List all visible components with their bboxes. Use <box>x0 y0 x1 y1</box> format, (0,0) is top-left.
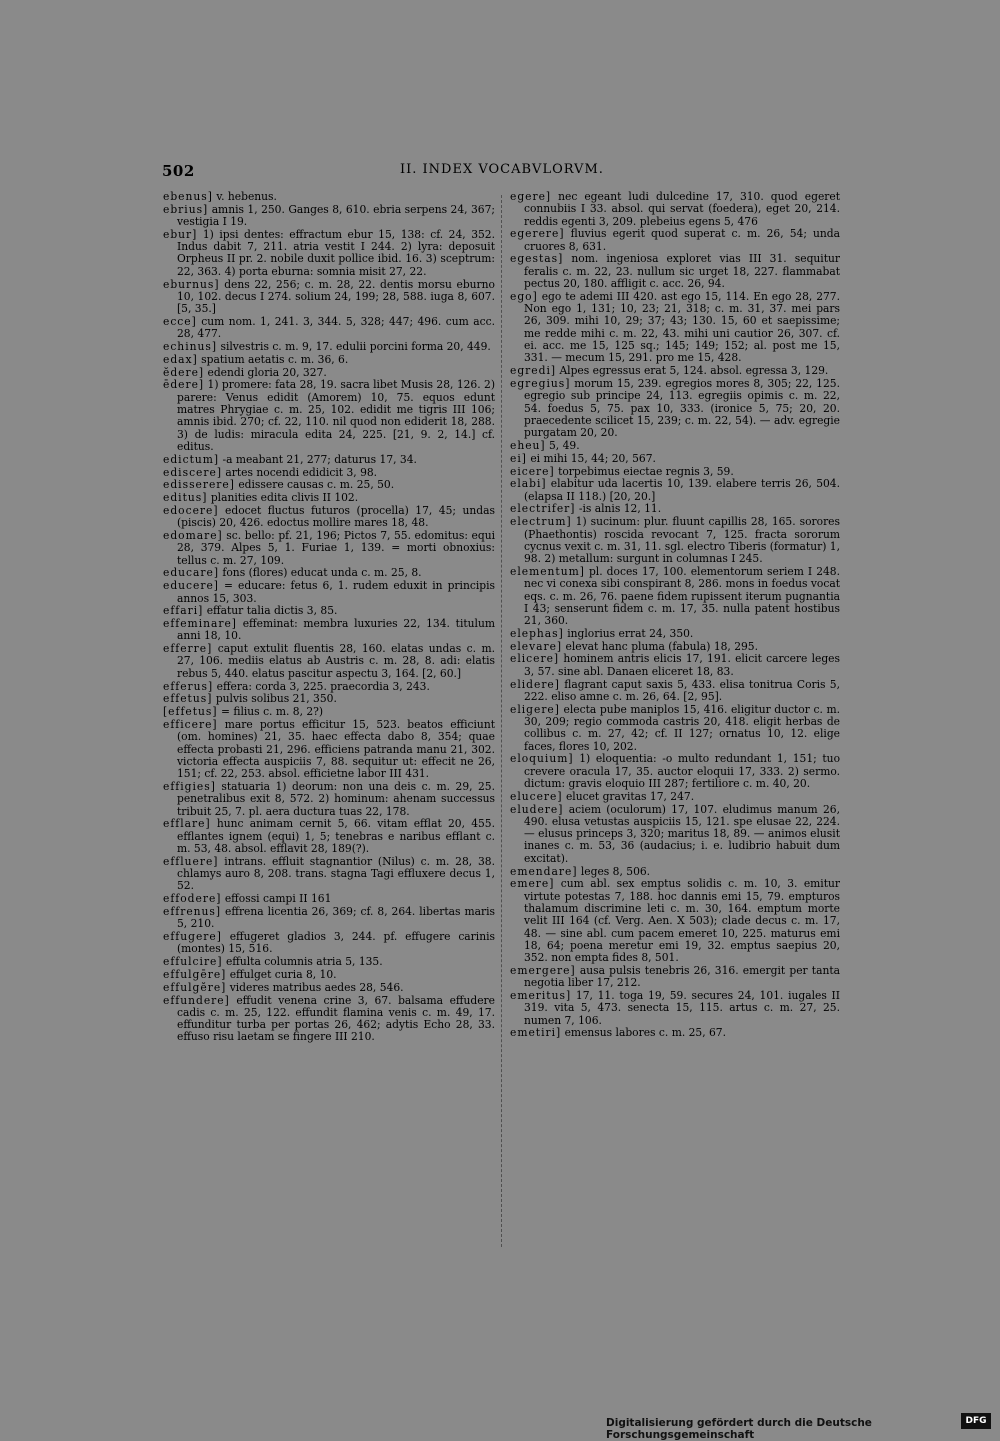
entry-lemma: ebrius] <box>163 202 209 216</box>
entry-lemma: educare] <box>163 566 220 580</box>
entry-lemma: elephas] <box>510 626 564 640</box>
entry-text: intrans. effluit stagnantior (Nilus) c. m. 28, 38. chlamys auro 8, 208. trans. stagna Tagi effluxere decus 1, 52. <box>177 854 495 893</box>
entry-lemma: emendare] <box>510 864 578 878</box>
dictionary-entry <box>510 466 840 478</box>
dictionary-entry <box>510 228 840 253</box>
entry-text: hunc animam cernit 5, 66. vitam efflat 20, 455. efflantes ignem (equi) 1, 5; tenebras e naribus efflant c. m. 53, 48. absol. efflavit 28, 189(?). <box>177 817 496 855</box>
running-head: II. INDEX VOCABVLORVM. <box>400 162 604 177</box>
entry-text: edocet fluctus futuros (procella) 17, 45; undas (piscis) 20, 426. edoctus mollire mares 18, 48. <box>177 503 495 530</box>
dictionary-entry <box>163 379 495 453</box>
entry-text: cum abl. sex emptus solidis c. m. 10, 3. emitur virtute potestas 7, 188. hoc dannis emi 15, 79. empturos thalamum discrimine leti c. m. 30, 164. emptum morte velit III 164 (cf. Verg. Aen. X 503); clade decus c. m. 17, 48. — sine abl. cum pacem emeret 10, 225. maturus emi 18, 64; poena meretur emi 19, 32. emptus saepius 20, 352. non empta fides 8, 501. <box>524 877 840 965</box>
dictionary-entry <box>163 906 495 931</box>
entry-lemma: eheu] <box>510 438 546 452</box>
entry-lemma: efferre] <box>163 642 213 656</box>
entry-text: silvestris c. m. 9, 17. edulii porcini forma 20, 449. <box>220 340 491 354</box>
entry-text: effugeret gladios 3, 244. pf. effugere carinis (montes) 15, 516. <box>177 930 495 956</box>
dictionary-entry <box>163 580 495 605</box>
entry-text: artes nocendi edidicit 3, 98. <box>225 465 378 479</box>
dictionary-entry <box>510 378 840 439</box>
entry-lemma: eligere] <box>510 702 560 716</box>
entry-lemma: elicere] <box>510 652 560 666</box>
dictionary-entry <box>510 516 840 565</box>
entry-lemma: efferus] <box>163 679 214 693</box>
entry-lemma: effulgĕre] <box>163 980 227 994</box>
entry-text: 1) promere: fata 28, 19. sacra libet Musis 28, 126. 2) parere: Venus edidit (Amorem) 10, 75. equos edunt matres Phrygiae c. m. 25, 102. edidit me tigris III 106; amnis ibid. 270; cf. 22, 110. nil quod non ediderit 18, 288. 3) de ludis: miracula edita 24, 225. [21, 9. 2, 14.] cf. editus. <box>177 378 495 453</box>
entry-lemma: efflare] <box>163 817 211 831</box>
entry-lemma: echinus] <box>163 340 218 354</box>
dictionary-entry <box>510 503 840 515</box>
entry-lemma: effulcire] <box>163 955 223 969</box>
dictionary-entry <box>163 367 495 379</box>
entry-text: leges 8, 506. <box>580 864 651 878</box>
entry-lemma: electrum] <box>510 515 572 529</box>
entry-text: = educare: fetus 6, 1. rudem eduxit in principis annos 15, 303. <box>177 579 495 605</box>
entry-text: effeminat: membra luxuries 22, 134. titulum anni 18, 10. <box>177 617 495 643</box>
entry-lemma: egestas] <box>510 252 564 266</box>
entry-lemma: elidere] <box>510 677 560 691</box>
dictionary-entry <box>163 454 495 466</box>
entry-lemma: ebur] <box>163 227 198 241</box>
entry-text: = filius c. m. 8, 2?) <box>220 705 324 719</box>
funding-note: Digitalisierung gefördert durch die Deutsche Forschungsgemeinschaft <box>606 1417 872 1441</box>
entry-text: 1) sucinum: plur. fluunt capillis 28, 165. sorores (Phaethontis) roscida revocant 7, 125. fracta sororum cycnus vexit c. m. 31, 11. sgl. electro Tiberis (formatur) 1, 98. 2) metallum: surgunt in columnas I 245. <box>524 515 840 566</box>
entry-lemma: edomare] <box>163 529 223 543</box>
entry-lemma: effugere] <box>163 930 222 944</box>
entry-text: statuaria 1) deorum: non una deis c. m. 29, 25. penetralibus exit 8, 572. 2) hominum: ahenam successus tribuit 25, 7. pl. aera ductura tuas 22, 178. <box>177 779 495 818</box>
entry-text: Alpes egressus erat 5, 124. absol. egressa 3, 129. <box>559 364 829 378</box>
entry-lemma: egerere] <box>510 227 565 241</box>
dictionary-entry <box>510 679 840 704</box>
dictionary-entry <box>510 453 840 465</box>
dictionary-entry <box>510 365 840 377</box>
dictionary-entry <box>510 866 840 878</box>
dictionary-entry <box>510 965 840 990</box>
entry-lemma: effigies] <box>163 779 216 793</box>
entry-lemma: egregius] <box>510 376 571 390</box>
dictionary-entry <box>163 341 495 353</box>
entry-text: edissere causas c. m. 25, 50. <box>238 478 395 492</box>
entry-lemma: editus] <box>163 491 208 505</box>
entry-text: hominem antris elicis 17, 191. elicit carcere leges 3, 57. sine abl. Danaen eliceret 18, 83. <box>524 652 840 678</box>
dictionary-entry <box>163 681 495 693</box>
dictionary-entry <box>163 505 495 530</box>
right-column <box>510 191 840 1040</box>
entry-text: effossi campi II 161 <box>224 892 332 906</box>
entry-lemma: elabi] <box>510 477 547 491</box>
dictionary-entry <box>510 804 840 865</box>
entry-text: nec egeant ludi dulcedine 17, 310. quod egeret connubiis I 33. absol. qui servat (foedera), eget 20, 214. reddis egenti 3, 209. plebeius egens 5, 476 <box>524 190 840 228</box>
entry-lemma: electrifer] <box>510 502 576 516</box>
dictionary-entry <box>163 931 495 956</box>
dictionary-entry <box>163 279 495 316</box>
entry-text: elabitur uda lacertis 10, 139. elabere terris 26, 504. (elapsa II 118.) [20, 20.] <box>524 477 840 503</box>
entry-text: -a meabant 21, 277; daturus 17, 34. <box>222 452 417 466</box>
entry-lemma: elevare] <box>510 639 563 653</box>
entry-text: 1) eloquentia: -o multo redundant 1, 151; tuo crevere oracula 17, 35. auctor eloquii 17, 333. 2) sermo. dictum: gravis eloquio III 287; fertiliore c. m. 40, 20. <box>524 752 841 790</box>
dictionary-entry <box>510 990 840 1027</box>
entry-text: flagrant caput saxis 5, 433. elisa tonitrua Coris 5, 222. eliso amne c. m. 26, 64. [2, 95]. <box>524 677 840 703</box>
dictionary-entry <box>163 316 495 341</box>
dictionary-entry <box>163 818 495 855</box>
dictionary-entry <box>163 229 495 278</box>
entry-text: sc. bello: pf. 21, 196; Pictos 7, 55. edomitus: equi 28, 379. Alpes 5, 1. Furiae 1, 139. = morti obnoxius: tellus c. m. 27, 109. <box>177 529 495 567</box>
dictionary-entry <box>510 791 840 803</box>
entry-lemma: emeritus] <box>510 989 572 1002</box>
dictionary-entry <box>510 291 840 365</box>
entry-text: edendi gloria 20, 327. <box>207 365 327 379</box>
dictionary-entry <box>163 969 495 981</box>
entry-text: videres matribus aedes 28, 546. <box>229 980 404 994</box>
entry-text: ei mihi 15, 44; 20, 567. <box>530 451 656 465</box>
entry-lemma: egredi] <box>510 364 557 378</box>
entry-lemma: eicere] <box>510 464 555 478</box>
dictionary-entry <box>510 253 840 290</box>
dictionary-entry <box>510 878 840 964</box>
entry-lemma: effari] <box>163 604 204 618</box>
entry-lemma: edocere] <box>163 503 219 517</box>
dictionary-entry <box>163 706 495 718</box>
entry-text: effera: corda 3, 225. praecordia 3, 243. <box>216 679 430 693</box>
entry-lemma: effodere] <box>163 892 222 906</box>
entry-lemma: edax] <box>163 352 198 366</box>
entry-lemma: effundere] <box>163 993 230 1007</box>
entry-text: effulget curia 8, 10. <box>229 967 337 981</box>
entry-text: amnis 1, 250. Ganges 8, 610. ebria serpens 24, 367; vestigia I 19. <box>177 202 495 229</box>
entry-lemma: ĕdere] <box>163 365 205 379</box>
dictionary-entry <box>163 567 495 579</box>
entry-text: 17, 11. toga 19, 59. secures 24, 101. iugales II 319. vita 5, 473. senecta 15, 115. artus c. m. 27, 25. numen 7, 106. <box>524 989 840 1027</box>
dictionary-entry <box>163 204 495 229</box>
entry-text: pulvis solibus 21, 350. <box>215 692 337 706</box>
entry-text: fons (flores) educat unda c. m. 25, 8. <box>222 566 422 580</box>
entry-text: fluvius egerit quod superat c. m. 26, 54; unda cruores 8, 631. <box>524 227 840 253</box>
entry-text: dens 22, 256; c. m. 28, 22. dentis morsu eburno 10, 102. decus I 274. solium 24, 199; 28, 588. iuga 8, 607. [5, 35.] <box>177 277 495 316</box>
entry-text: torpebimus eiectae regnis 3, 59. <box>558 464 734 478</box>
entry-lemma: effetus] <box>163 692 213 706</box>
entry-lemma: [effetus] <box>163 705 218 719</box>
entry-text: caput extulit fluentis 28, 160. elatas undas c. m. 27, 106. mediis elatus ab Austris c. m. 28, 8. adi: elatis rebus 5, 440. elatus pascitur aspectu 3, 164. [2, 60.] <box>177 642 495 680</box>
entry-lemma: efficere] <box>163 717 218 731</box>
entry-text: nom. ingeniosa exploret vias III 31. sequitur feralis c. m. 22, 23. nullum sic urget 18, 227. flammabat pectus 20, 180. affligit c. acc. 26, 94. <box>524 252 841 291</box>
dictionary-entry <box>163 354 495 366</box>
entry-text: ego te ademi III 420. ast ego 15, 114. En ego 28, 277. Non ego 1, 131; 10, 23; 21, 318; c. m. 31, 37. mei pars 26, 309. mihi 10, 29; 37; 43; 130. 15, 60 et saepissime; me redde mihi c. m. 22, 43. mihi uni cautior 26, 307. cf. ei. acc. me 15, 125 sq.; 145; 149; 152; al. post me 15, 331. — mecum 15, 291. pro me 15, 428. <box>524 289 840 365</box>
dictionary-entry <box>163 995 495 1044</box>
dfg-logo: DFG <box>961 1413 991 1429</box>
entry-lemma: eloquium] <box>510 752 574 766</box>
dictionary-entry <box>163 191 495 203</box>
left-column <box>163 191 495 1044</box>
dictionary-entry <box>510 641 840 653</box>
entry-text: morum 15, 239. egregios mores 8, 305; 22, 125. egregio sub principe 24, 113. egregiis opimis c. m. 22, 54. foedus 5, 75. pax 10, 333. (ironice 5, 75; 20, 20. praecedente scilicet 15, 239; c. m. 22, 54). — adv. egregie purgatam 20, 20. <box>524 376 840 440</box>
entry-text: electa pube maniplos 15, 416. eligitur ductor c. m. 30, 209; regio commoda castris 20, 418. eligit herbas de collibus c. m. 27, 42; cf. II 127; ornatus 10, 12. elige faces, flores 10, 202. <box>524 702 840 753</box>
entry-lemma: ei] <box>510 451 527 465</box>
entry-lemma: eludere] <box>510 802 564 816</box>
entry-text: effatur talia dictis 3, 85. <box>206 604 338 618</box>
entry-lemma: elucere] <box>510 789 563 803</box>
entry-lemma: effeminare] <box>163 617 237 631</box>
entry-lemma: edictum] <box>163 452 220 466</box>
entry-text: 5, 49. <box>549 438 580 452</box>
entry-lemma: emergere] <box>510 963 576 977</box>
dictionary-entry <box>163 956 495 968</box>
dictionary-entry <box>510 566 840 627</box>
entry-lemma: ecce] <box>163 314 197 328</box>
dictionary-entry <box>163 719 495 780</box>
entry-lemma: effrenus] <box>163 904 222 918</box>
entry-text: elevat hanc pluma (fabula) 18, 295. <box>565 639 759 653</box>
entry-lemma: ēdere] <box>163 378 205 392</box>
entry-text: elucet gravitas 17, 247. <box>565 789 695 803</box>
dictionary-entry <box>510 653 840 678</box>
dictionary-entry <box>163 856 495 893</box>
entry-lemma: emetiri] <box>510 1026 562 1040</box>
entry-lemma: ediscere] <box>163 465 222 479</box>
entry-text: effudit venena crine 3, 67. balsama effudere cadis c. m. 25, 122. effundit flamina venis c. m. 49, 17. effunditur turba per portas 26, 462; adytis Echo 28, 33. effuso risu laetam se fingere III 210. <box>177 993 495 1044</box>
dictionary-entry <box>163 893 495 905</box>
entry-text: ausa pulsis tenebris 26, 316. emergit per tanta negotia liber 17, 212. <box>524 963 840 990</box>
dictionary-entry <box>163 492 495 504</box>
entry-text: emensus labores c. m. 25, 67. <box>564 1026 727 1040</box>
dictionary-entry <box>163 643 495 680</box>
dictionary-entry <box>163 781 495 818</box>
entry-lemma: egere] <box>510 190 552 203</box>
entry-text: -is alnis 12, 11. <box>578 502 662 516</box>
entry-text: planities edita clivis II 102. <box>210 491 359 505</box>
dictionary-entry <box>163 982 495 994</box>
dictionary-entry <box>510 628 840 640</box>
entry-lemma: edisserere] <box>163 478 235 492</box>
entry-text: spatium aetatis c. m. 36, 6. <box>201 352 349 366</box>
entry-lemma: effulgēre] <box>163 967 227 981</box>
dictionary-entry <box>163 605 495 617</box>
entry-text: effulta columnis atria 5, 135. <box>225 955 383 969</box>
entry-lemma: ego] <box>510 289 538 303</box>
dictionary-entry <box>510 704 840 753</box>
column-divider <box>501 195 502 1247</box>
entry-text: pl. doces 17, 100. elementorum seriem I 248. nec vi conexa sibi conspirant 8, 286. mons in foedus vocat eqs. c. m. 26, 76. paene fidem rupissent iterum pugnantia I 43; senserunt fidem c. m. 17, 35. nulla patent hostibus 21, 360. <box>524 564 840 628</box>
entry-text: effrena licentia 26, 369; cf. 8, 264. libertas maris 5, 210. <box>177 904 495 931</box>
entry-text: inglorius errat 24, 350. <box>567 626 694 640</box>
dictionary-entry <box>163 479 495 491</box>
entry-lemma: effluere] <box>163 854 219 868</box>
entry-lemma: eburnus] <box>163 277 220 291</box>
entry-text: mare portus efficitur 15, 523. beatos efficiunt (om. homines) 21, 35. haec effecta dabo 8, 354; quae effecta probasti 21, 296. efficiens patranda manu 21, 302. victoria effecta auspiciis 7, 88. sequitur ut: effecit ne 26, 151; cf. 22, 253. absol. efficietne labor III 431. <box>177 717 495 781</box>
entry-lemma: educere] <box>163 579 219 593</box>
dictionary-entry <box>163 530 495 567</box>
entry-text: aciem (oculorum) 17, 107. eludimus manum 26, 490. elusa vetustas auspiciis 15, 121. spe elusae 22, 224. — elusus princeps 3, 320; maritus 18, 89. — animos elusit inanes c. m. 53, 36 (audacius; i. e. ludibrio habuit dum excitat). <box>524 802 840 865</box>
dictionary-entry <box>510 753 840 790</box>
dictionary-entry <box>163 618 495 643</box>
entry-lemma: ebenus] <box>163 190 213 203</box>
dictionary-entry <box>163 467 495 479</box>
dictionary-entry <box>163 693 495 705</box>
dictionary-entry <box>510 1027 840 1039</box>
entry-lemma: emere] <box>510 877 555 891</box>
entry-text: 1) ipsi dentes: effractum ebur 15, 138: cf. 24, 352. Indus dabit 7, 211. atria vestit I 244. 2) lyra: deposuit Orpheus II pr. 2. nobile duxit pollice ibid. 16. 3) sceptrum: 22, 363. 4) porta eburna: somnia misit 27, 22. <box>177 227 495 278</box>
page-number: 502 <box>162 162 195 180</box>
dictionary-entry <box>510 478 840 503</box>
dictionary-entry <box>510 191 840 228</box>
entry-text: cum nom. 1, 241. 3, 344. 5, 328; 447; 496. cum acc. 28, 477. <box>177 314 495 341</box>
entry-lemma: elementum] <box>510 564 585 578</box>
entry-text: v. hebenus. <box>216 190 277 203</box>
dictionary-entry <box>510 440 840 452</box>
